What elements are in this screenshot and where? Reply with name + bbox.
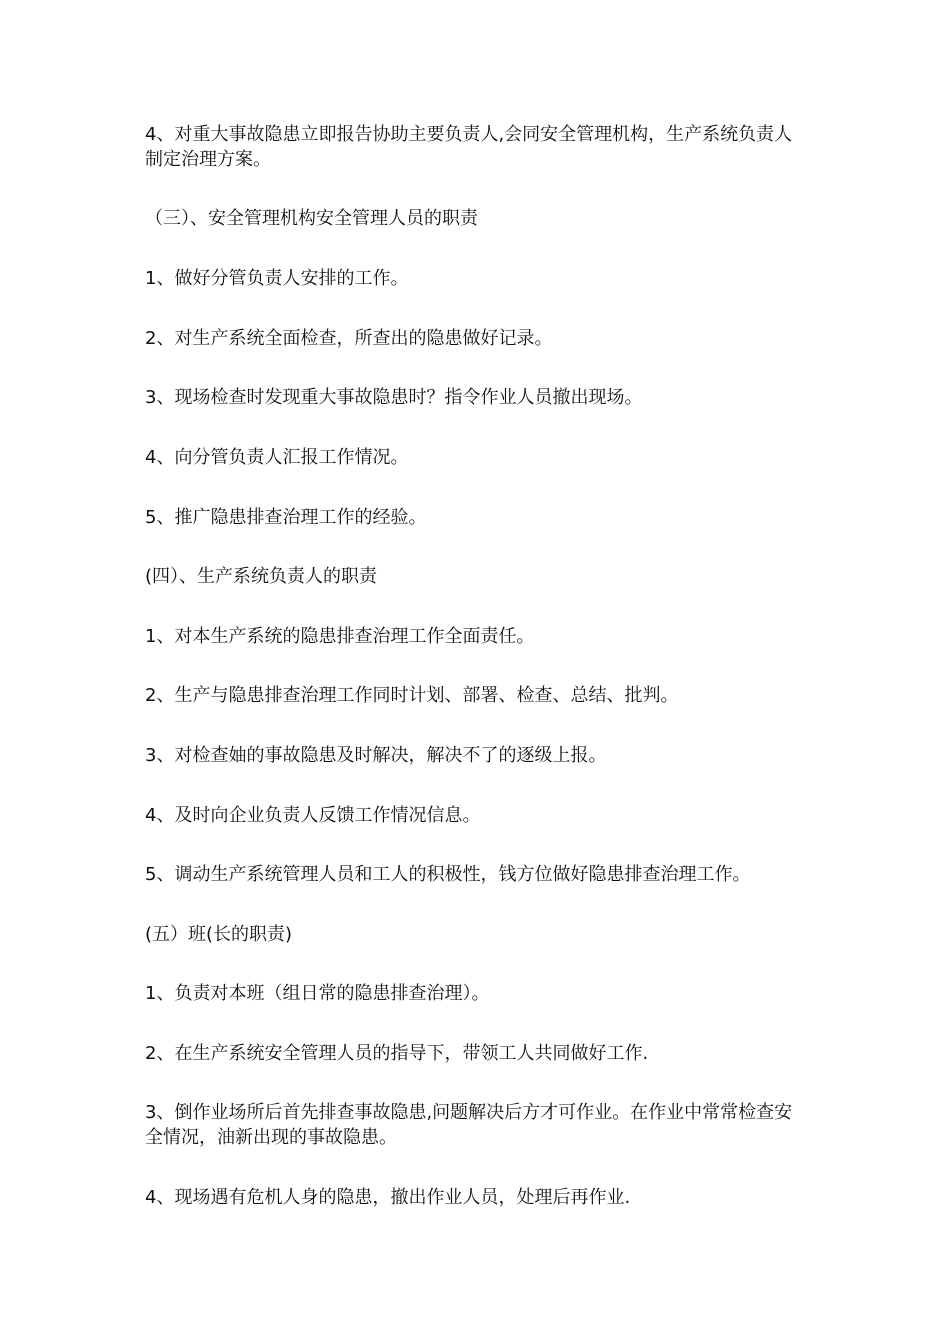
paragraph-17: 3、倒作业场所后首先排查事故隐患,问题解决后方才可作业。在作业中常常检查安全情况，油新出现的事故隐患。 [145,1102,793,1148]
paragraph-10: 2、生产与隐患排查治理工作同时计划、部署、检查、总结、批判。 [145,685,679,706]
paragraph-11: 3、对检查妯的事故隐患及时解决，解决不了的逐级上报。 [145,745,607,766]
paragraph-6: 4、向分管负责人汇报工作情况。 [145,447,409,468]
paragraph-7: 5、推广隐患排查治理工作的经验。 [145,507,427,528]
paragraph-12: 4、及时向企业负责人反馈工作情况信息。 [145,805,481,826]
paragraph-15: 1、负责对本班（组日常的隐患排查治理）。 [145,983,490,1004]
paragraph-5: 3、现场检查时发现重大事故隐患时？指令作业人员撤出现场。 [145,387,643,408]
section-heading-5: (五）班(长的职责) [145,924,293,945]
paragraph-3: 1、做好分管负责人安排的工作。 [145,268,409,289]
paragraph-16: 2、在生产系统安全管理人员的指导下，带领工人共同做好工作. [145,1043,649,1064]
paragraph-13: 5、调动生产系统管理人员和工人的积极性，钱方位做好隐患排查治理工作。 [145,864,751,885]
paragraph-9: 1、对本生产系统的隐患排查治理工作全面责任。 [145,626,535,647]
paragraph-1: 4、对重大事故隐患立即报告协助主要负责人,会同安全管理机构，生产系统负责人制定治理方案。 [145,124,793,170]
section-heading-3: （三）、安全管理机构安全管理人员的职责 [145,208,478,229]
paragraph-4: 2、对生产系统全面检查，所查出的隐患做好记录。 [145,328,553,349]
section-heading-4: (四）、生产系统负责人的职责 [145,566,378,587]
paragraph-18: 4、现场遇有危机人身的隐患，撤出作业人员，处理后再作业. [145,1187,631,1208]
